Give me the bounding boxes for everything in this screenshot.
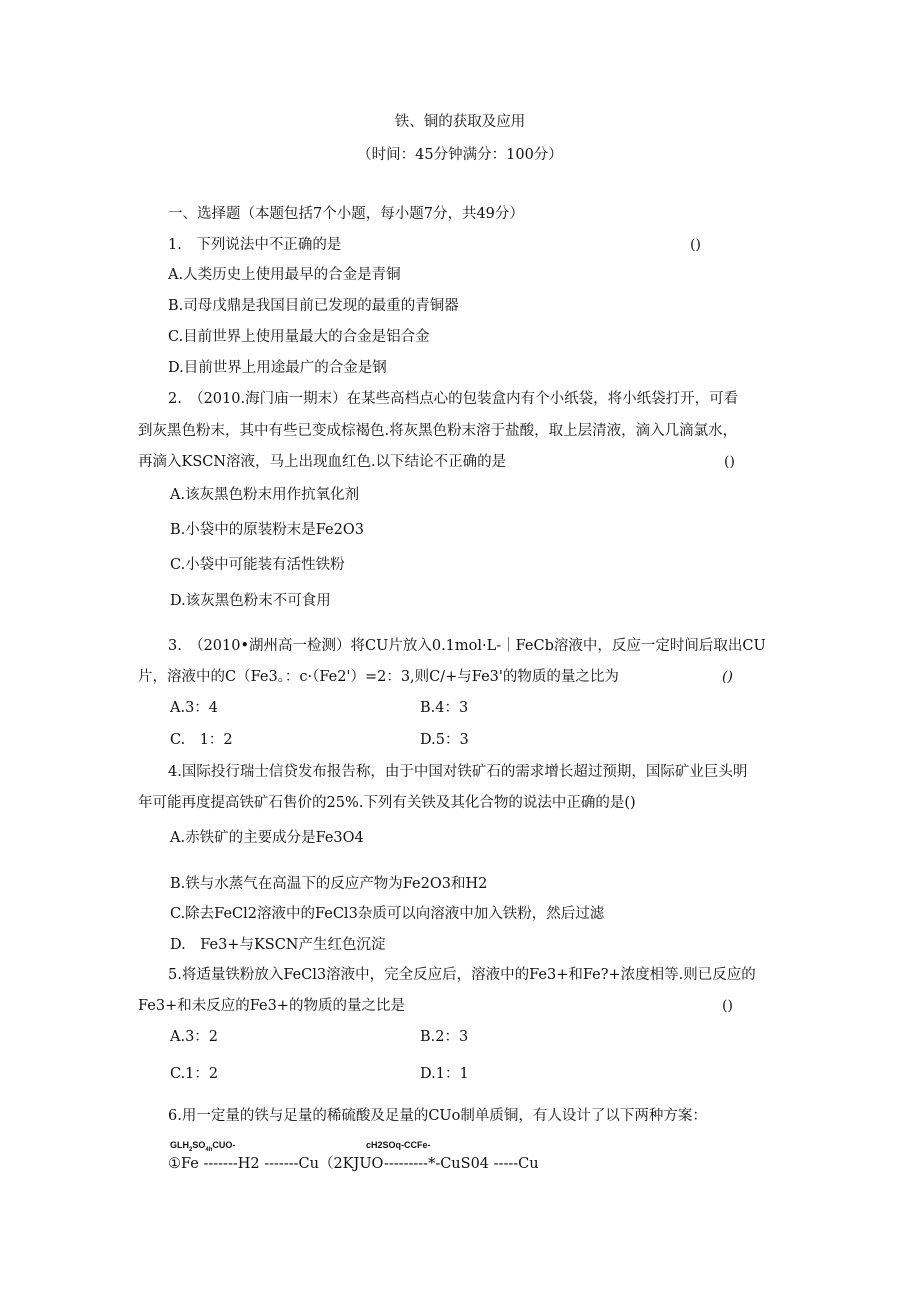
q1-option-d: D.目前世界上用途最广的合金是钢 <box>168 360 387 376</box>
q6-stem: 6.用一定量的铁与足量的稀硫酸及足量的CUo制单质铜，有人设计了以下两种方案： <box>168 1108 707 1124</box>
q5-answer-paren: () <box>722 998 733 1014</box>
q4-option-b: B.铁与水蒸气在高温下的反应产物为Fe2O3和H2 <box>170 876 488 892</box>
q1-option-a: A.人类历史上使用最早的合金是青铜 <box>168 267 401 283</box>
q4-option-d: D. Fe3+与KSCN产生红色沉淀 <box>170 937 386 953</box>
q2-option-a: A.该灰黑色粉末用作抗氧化剂 <box>170 487 360 503</box>
section-heading: 一、选择题（本题包括7个小题，每小题7分，共49分） <box>168 206 524 222</box>
q6-label1-sub: 4h <box>205 1146 213 1153</box>
q4-option-a: A.赤铁矿的主要成分是Fe3O4 <box>170 830 364 846</box>
q6-label1-sub: 2 <box>189 1146 193 1153</box>
q3-option-b: B.4：3 <box>420 700 469 716</box>
q3-answer-paren: () <box>722 669 733 685</box>
q4-stem-line1: 4.国际投行瑞士信贷发布报告称，由于中国对铁矿石的需求增长超过预期，国际矿业巨头明 <box>168 764 748 780</box>
q4-stem-line2: 年可能再度提高铁矿石售价的25%.下列有关铁及其化合物的说法中正确的是() <box>138 795 636 811</box>
q5-option-c: C.1：2 <box>170 1066 219 1082</box>
q5-option-d: D.1：1 <box>420 1066 469 1082</box>
q6-label1-part: SO <box>192 1140 206 1150</box>
q2-stem-line2: 到灰黑色粉末，其中有些已变成棕褐色.将灰黑色粉末溶于盐酸，取上层清液，滴入几滴氯水， <box>138 423 738 439</box>
q5-option-b: B.2：3 <box>420 1029 469 1045</box>
q2-option-c: C.小袋中可能装有活性铁粉 <box>170 557 345 573</box>
q1-option-c: C.目前世界上使用量最大的合金是铝合金 <box>168 329 430 345</box>
q6-label1-part: CUO- <box>212 1140 236 1150</box>
q2-stem-line3: 再滴入KSCN溶液，马上出现血红色.以下结论不正确的是 <box>138 454 507 470</box>
q5-stem-line2: Fe3+和未反应的Fe3+的物质的量之比是 <box>138 998 405 1014</box>
q1-stem: 1. 下列说法中不正确的是 <box>168 237 342 253</box>
page-subtitle: （时间：45分钟满分：100分） <box>357 147 563 163</box>
q4-option-c: C.除去FeCl2溶液中的FeCl3杂质可以向溶液中加入铁粉，然后过滤 <box>170 906 605 922</box>
q1-answer-paren: () <box>690 237 701 253</box>
q5-stem-line1: 5.将适量铁粉放入FeCl3溶液中，完全反应后，溶液中的Fe3+和Fe?+浓度相等.则已反应的 <box>168 967 756 983</box>
q6-label1-part: GLH <box>170 1140 189 1150</box>
q6-scheme-line: ①Fe -------H2 -------Cu（2KJUO---------*-CuS04 -----Cu <box>168 1156 539 1172</box>
q2-stem-line1: 2. （2010.海门庙一期末）在某些高档点心的包装盒内有个小纸袋，将小纸袋打开，可看 <box>168 391 739 407</box>
q3-stem-line2: 片，溶液中的C（Fe3。：c·（Fe2'）=2：3,则C/+与Fe3'的物质的量之比为 <box>138 669 619 685</box>
q2-option-b: B.小袋中的原装粉末是Fe2O3 <box>170 522 364 538</box>
q3-option-d: D.5：3 <box>420 732 469 748</box>
q3-option-c: C. 1：2 <box>170 732 233 748</box>
q5-option-a: A.3：2 <box>170 1029 219 1045</box>
q6-scheme2-reagent-label: cH2SOq-CCFe- <box>366 1140 431 1150</box>
page-title: 铁、铜的获取及应用 <box>394 114 526 130</box>
q6-scheme1-reagent-label <box>170 1140 235 1156</box>
q1-option-b: B.司母戊鼎是我国目前已发现的最重的青铜器 <box>168 298 459 314</box>
q2-answer-paren: () <box>724 454 735 470</box>
q3-stem-line1: 3. （2010•湖州高一检测）将CU片放入0.1mol·L-｜FeCb溶液中，反应一定时间后取出CU <box>168 638 766 654</box>
q2-option-d: D.该灰黑色粉末不可食用 <box>170 593 331 609</box>
q3-option-a: A.3：4 <box>170 700 219 716</box>
